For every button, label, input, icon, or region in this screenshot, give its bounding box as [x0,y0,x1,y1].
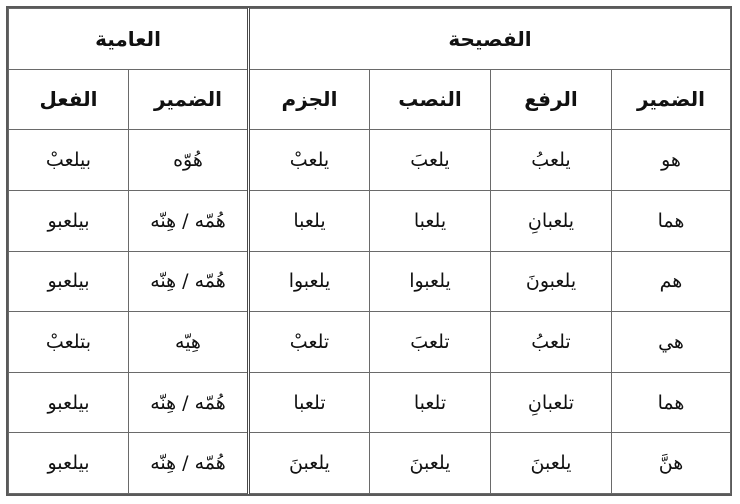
cell-colloquial-verb: بتلعبْ [9,312,129,373]
cell-jazm: تلعبْ [249,312,370,373]
cell-colloquial-pronoun: هُمّه / هِنّه [129,190,249,251]
header-jazm: الجزم [249,69,370,130]
cell-rafa: يلعبونَ [491,251,612,312]
cell-nasb: يلعبَ [370,130,491,191]
conjugation-table-frame [6,6,732,496]
header-colloquial-pronoun: الضمير [129,69,249,130]
cell-pronoun: هنَّ [612,433,731,494]
header-colloquial-verb: الفعل [9,69,129,130]
header-pronoun: الضمير [612,69,731,130]
cell-jazm: تلعبا [249,372,370,433]
cell-nasb: يلعبنَ [370,433,491,494]
cell-nasb: تلعبَ [370,312,491,373]
table-row [9,190,731,251]
cell-nasb: يلعبوا [370,251,491,312]
conjugation-table [8,8,731,494]
cell-jazm: يلعبْ [249,130,370,191]
cell-pronoun: هي [612,312,731,373]
cell-nasb: تلعبا [370,372,491,433]
cell-rafa: يلعبُ [491,130,612,191]
cell-colloquial-pronoun: هُمّه / هِنّه [129,372,249,433]
cell-colloquial-verb: بيلعبو [9,251,129,312]
table-row [9,372,731,433]
cell-rafa: يلعبانِ [491,190,612,251]
header-rafa: الرفع [491,69,612,130]
cell-colloquial-pronoun: هُوّه [129,130,249,191]
group-classical: الفصيحة [249,9,731,70]
cell-jazm: يلعبوا [249,251,370,312]
cell-pronoun: هو [612,130,731,191]
cell-rafa: تلعبُ [491,312,612,373]
group-header-row [9,9,731,70]
column-header-row [9,69,731,130]
table-row [9,130,731,191]
cell-colloquial-verb: بيلعبو [9,190,129,251]
cell-pronoun: هما [612,190,731,251]
cell-colloquial-pronoun: هِيّه [129,312,249,373]
cell-jazm: يلعبا [249,190,370,251]
cell-colloquial-pronoun: هُمّه / هِنّه [129,433,249,494]
cell-colloquial-pronoun: هُمّه / هِنّه [129,251,249,312]
cell-pronoun: هما [612,372,731,433]
cell-rafa: تلعبانِ [491,372,612,433]
table-row [9,433,731,494]
header-nasb: النصب [370,69,491,130]
cell-nasb: يلعبا [370,190,491,251]
cell-colloquial-verb: بيلعبو [9,433,129,494]
cell-rafa: يلعبنَ [491,433,612,494]
group-colloquial: العامية [9,9,249,70]
cell-jazm: يلعبنَ [249,433,370,494]
cell-colloquial-verb: بيلعبْ [9,130,129,191]
cell-pronoun: هم [612,251,731,312]
table-row [9,251,731,312]
table-row [9,312,731,373]
cell-colloquial-verb: بيلعبو [9,372,129,433]
